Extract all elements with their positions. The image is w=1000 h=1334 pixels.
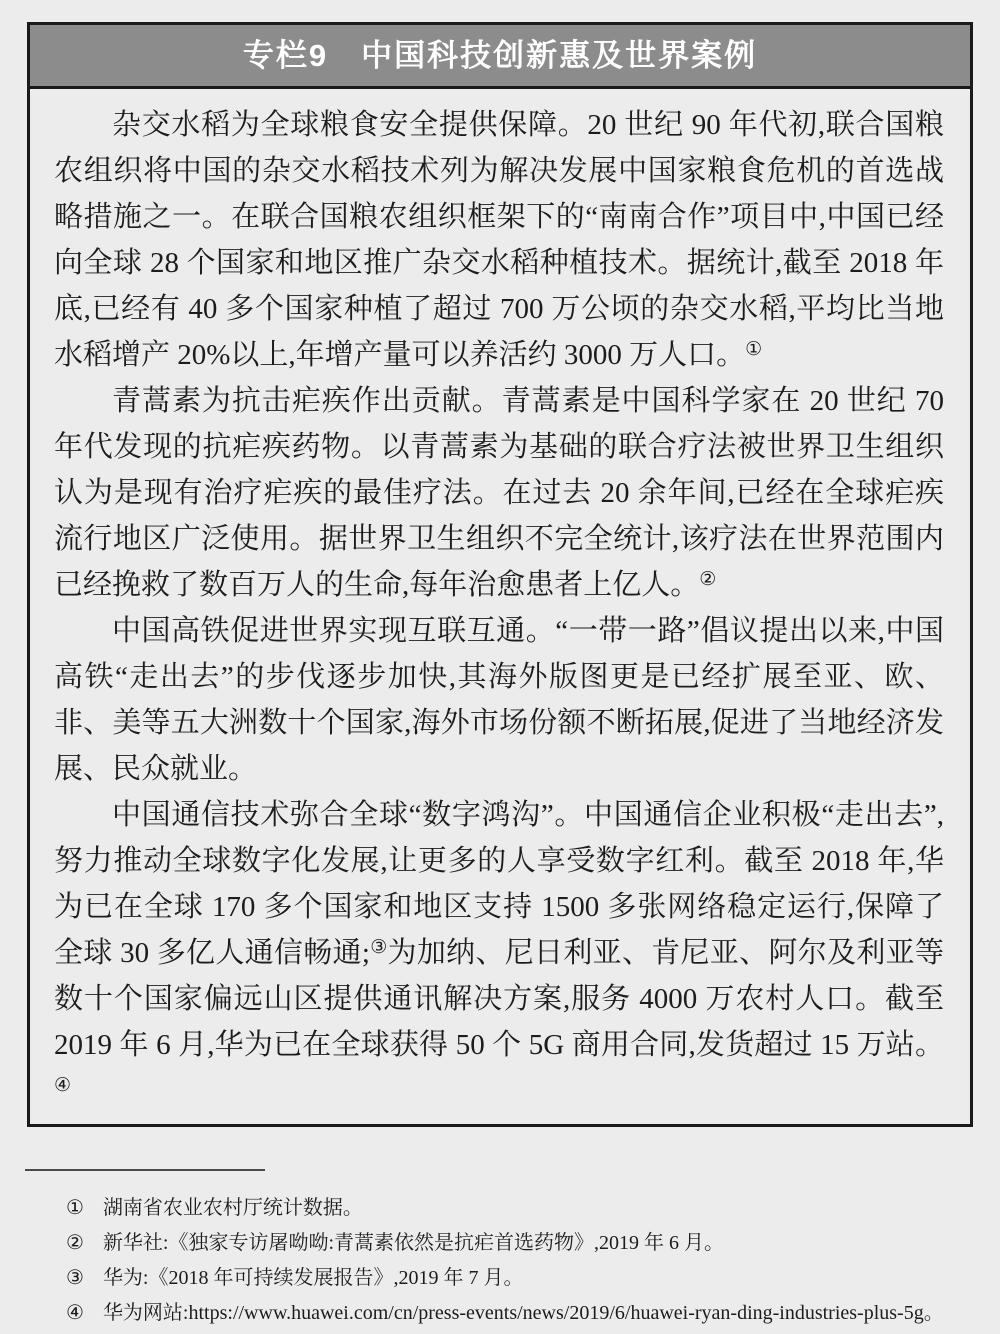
paragraph-hybrid-rice [54,102,944,378]
paragraph-text: 为加纳、尼日利亚、肯尼亚、阿尔及利亚等数十个国家偏远山区提供通讯解决方案,服务 4000 万农村人口。截至 2019 年 6 月,华为已在全球获得 50 个 5G 商用合同,发货超过 15 万站。 [54,937,944,1061]
footnote-marker: ③ [66,1267,84,1289]
footnote-3 [66,1261,990,1296]
column-body [30,89,970,1124]
document-page [0,22,1000,1334]
footnote-1 [66,1191,990,1226]
paragraph-text: 中国通信技术弥合全球“数字鸿沟”。中国通信企业积极“走出去”,努力推动全球数字化发展,让更多的人享受数字红利。截至 2018 年,华为已在全球 170 多个国家和地区支持 1500 多张网络稳定运行,保障了全球 30 多亿人通信畅通; [54,799,944,969]
footnote-marker: ① [66,1197,84,1219]
footnote-ref-2: ② [699,569,717,590]
footnote-text: 华为:《2018 年可持续发展报告》,2019 年 7 月。 [102,1267,524,1289]
footnote-2 [66,1226,990,1261]
column-title: 专栏9 中国科技创新惠及世界案例 [242,38,758,73]
footnote-text: 华为网站:https://www.huawei.com/cn/press-events/news/2019/6/huawei-ryan-ding-industries-plus-5g。 [102,1302,944,1324]
footnote-divider [25,1169,265,1171]
paragraph-text: 中国高铁促进世界实现互联互通。“一带一路”倡议提出以来,中国高铁“走出去”的步伐逐步加快,其海外版图更是已经扩展至亚、欧、非、美等五大洲数十个国家,海外市场份额不断拓展,促进了当地经济发展、民众就业。 [54,615,944,785]
paragraph-text: 青蒿素为抗击疟疾作出贡献。青蒿素是中国科学家在 20 世纪 70 年代发现的抗疟疾药物。以青蒿素为基础的联合疗法被世界卫生组织认为是现有治疗疟疾的最佳疗法。在过去 20 余年间,已经在全球疟疾流行地区广泛使用。据世界卫生组织不完全统计,该疗法在世界范围内已经挽救了数百万人的生命,每年治愈患者上亿人。 [54,385,944,601]
paragraph-telecom [54,792,944,1114]
footnote-ref-1: ① [745,339,763,360]
paragraph-artemisinin [54,378,944,608]
paragraph-text: 杂交水稻为全球粮食安全提供保障。20 世纪 90 年代初,联合国粮农组织将中国的杂交水稻技术列为解决发展中国家粮食危机的首选战略措施之一。在联合国粮农组织框架下的“南南合作”项目中,中国已经向全球 28 个国家和地区推广杂交水稻种植技术。据统计,截至 2018 年底,已经有 40 多个国家种植了超过 700 万公顷的杂交水稻,平均比当地水稻增产 20%以上,年增产量可以养活约 3000 万人口。 [54,109,944,371]
footnote-marker: ④ [66,1302,84,1324]
column-box [27,22,973,1127]
footnote-4 [66,1296,990,1331]
footnotes [66,1191,990,1331]
paragraph-high-speed-rail [54,608,944,792]
footnote-ref-3: ③ [369,937,388,958]
footnote-text: 新华社:《独家专访屠呦呦:青蒿素依然是抗疟首选药物》,2019 年 6 月。 [102,1232,725,1254]
column-header [30,25,970,89]
footnote-text: 湖南省农业农村厅统计数据。 [102,1197,363,1219]
footnote-marker: ② [66,1232,84,1254]
footnote-ref-4: ④ [54,1075,72,1096]
